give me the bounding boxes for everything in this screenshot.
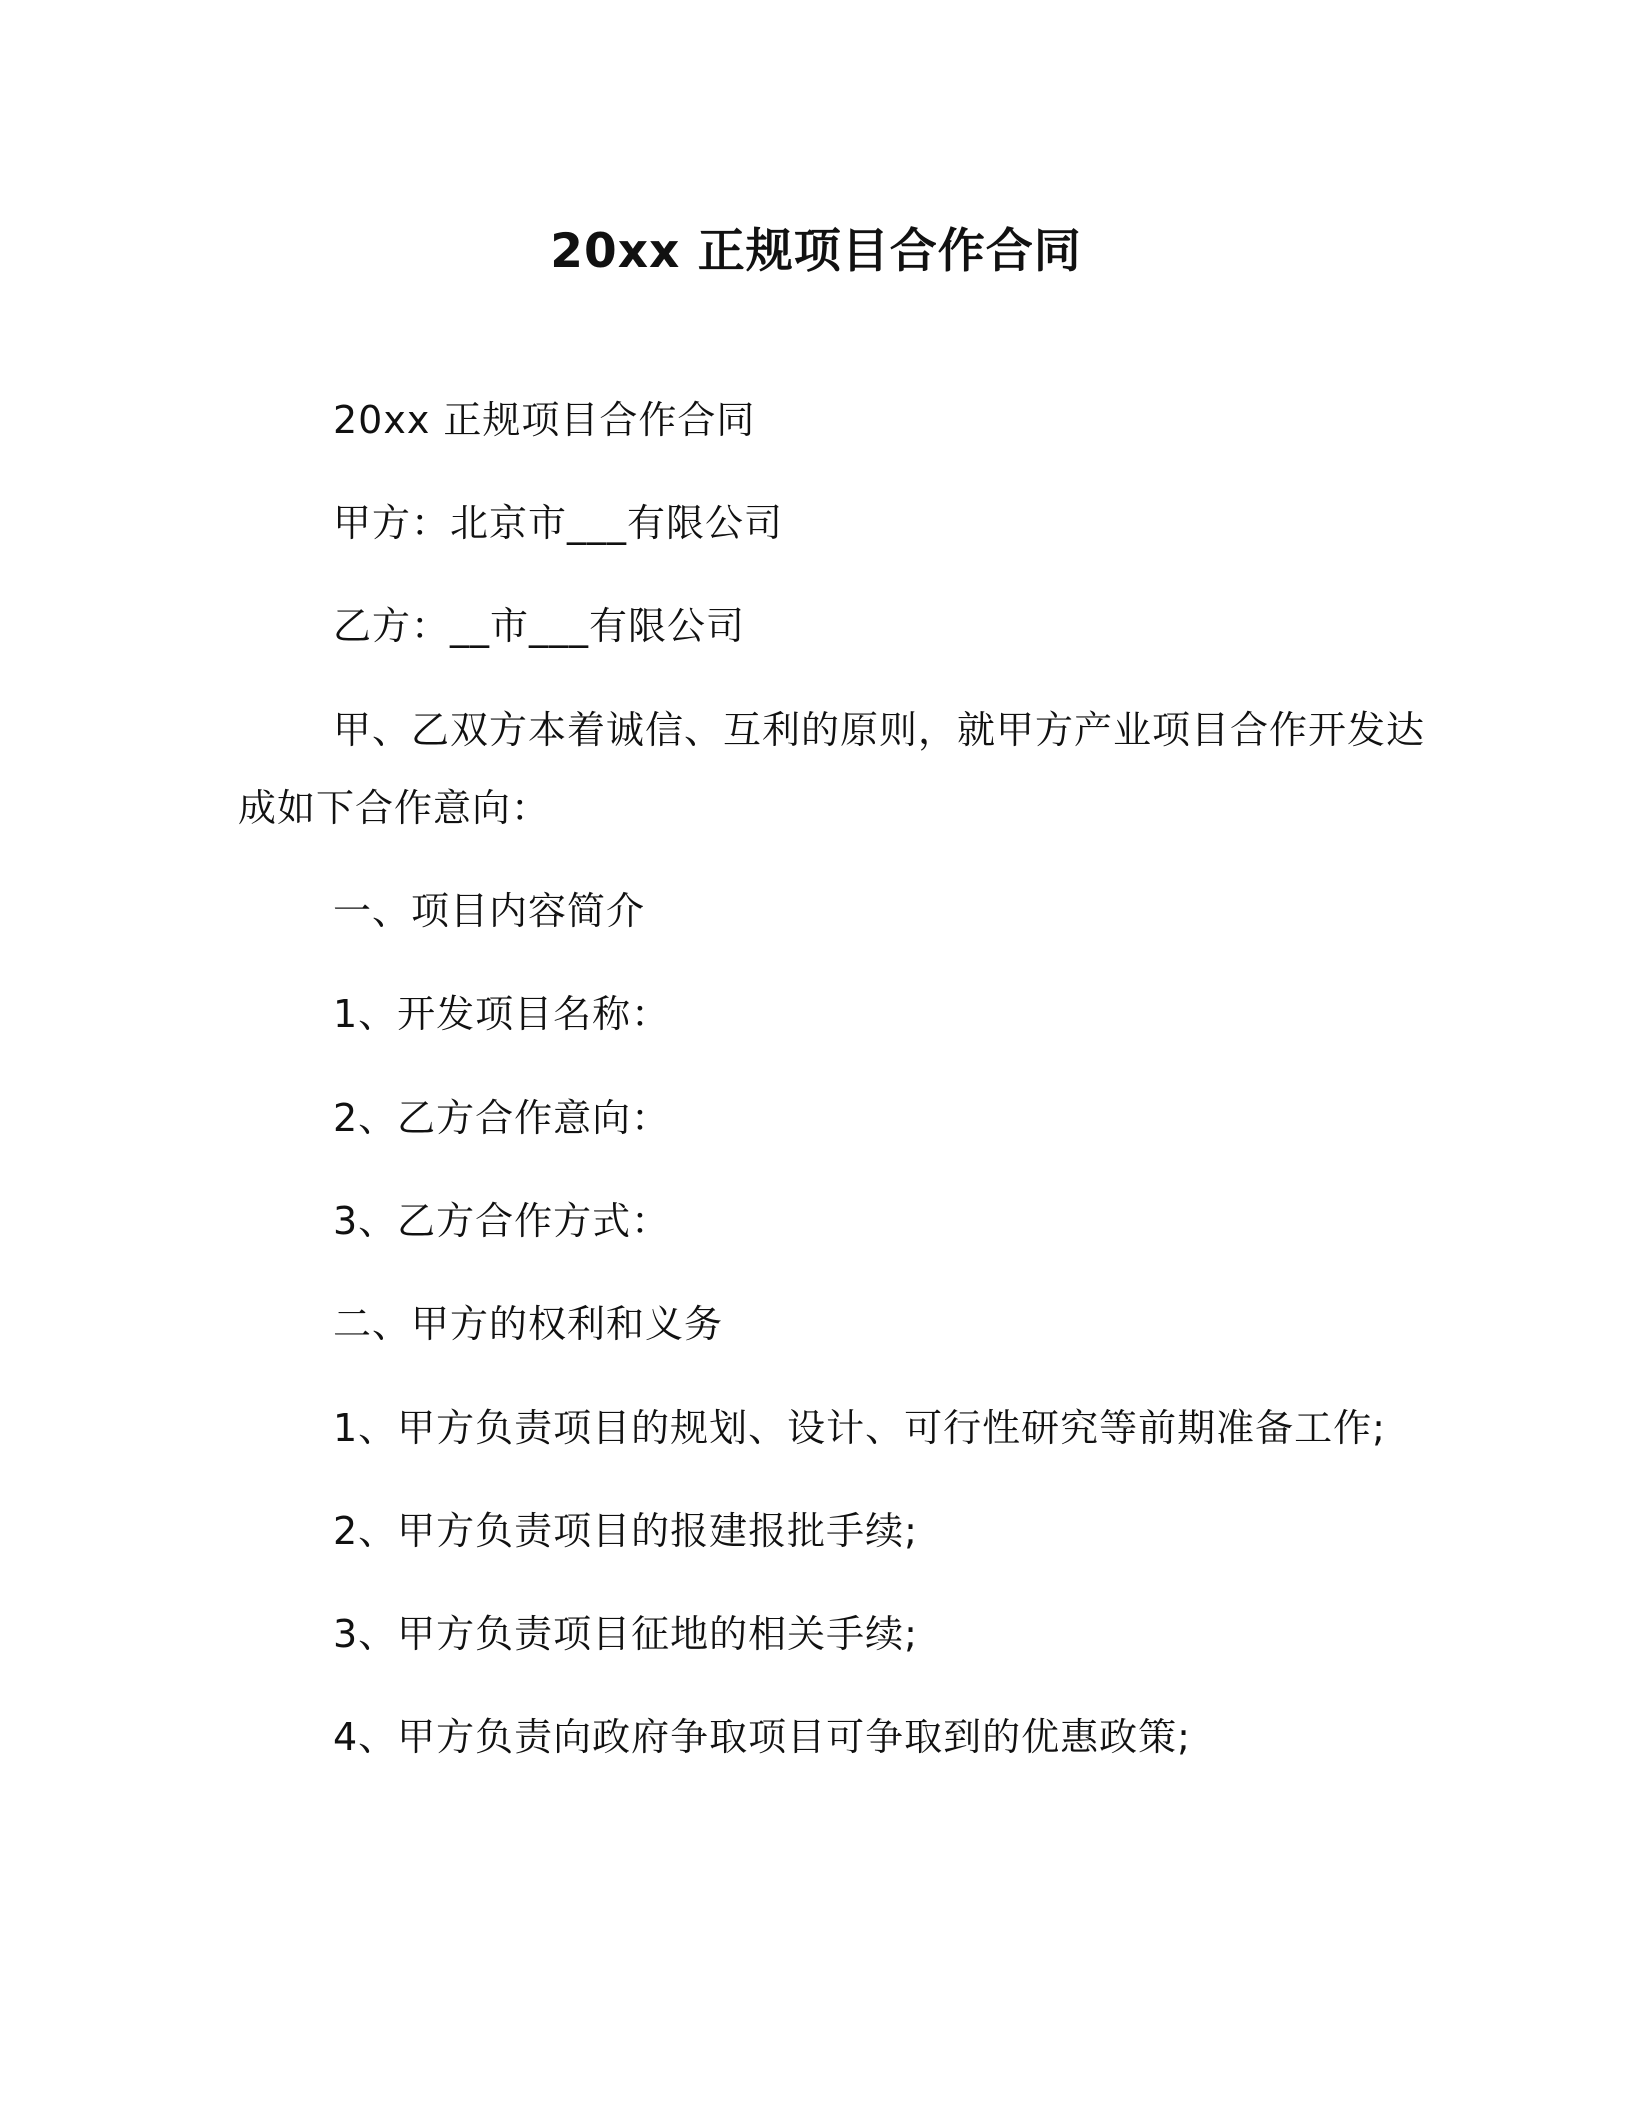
party-a-line: 甲方：北京市___有限公司 [333, 501, 784, 545]
list-item: 4、甲方负责向政府争取项目可争取到的优惠政策; [333, 1715, 1191, 1759]
list-item: 3、乙方合作方式： [333, 1199, 671, 1243]
section-heading-1: 一、项目内容简介 [333, 889, 646, 933]
list-item: 2、乙方合作意向： [333, 1096, 671, 1140]
document-title: 20xx 正规项目合作合同 [550, 224, 1082, 279]
list-item: 1、甲方负责项目的规划、设计、可行性研究等前期准备工作; [333, 1406, 1386, 1450]
party-b-line: 乙方：__市___有限公司 [333, 604, 746, 648]
intro-paragraph-line-1: 甲、乙双方本着诚信、互利的原则，就甲方产业项目合作开发达 [333, 708, 1426, 752]
list-item: 1、开发项目名称： [333, 992, 671, 1036]
list-item: 3、甲方负责项目征地的相关手续; [333, 1612, 918, 1656]
section-heading-2: 二、甲方的权利和义务 [333, 1302, 724, 1346]
subtitle-line: 20xx 正规项目合作合同 [333, 398, 756, 442]
list-item: 2、甲方负责项目的报建报批手续; [333, 1509, 918, 1553]
intro-paragraph-line-2: 成如下合作意向： [238, 786, 551, 830]
